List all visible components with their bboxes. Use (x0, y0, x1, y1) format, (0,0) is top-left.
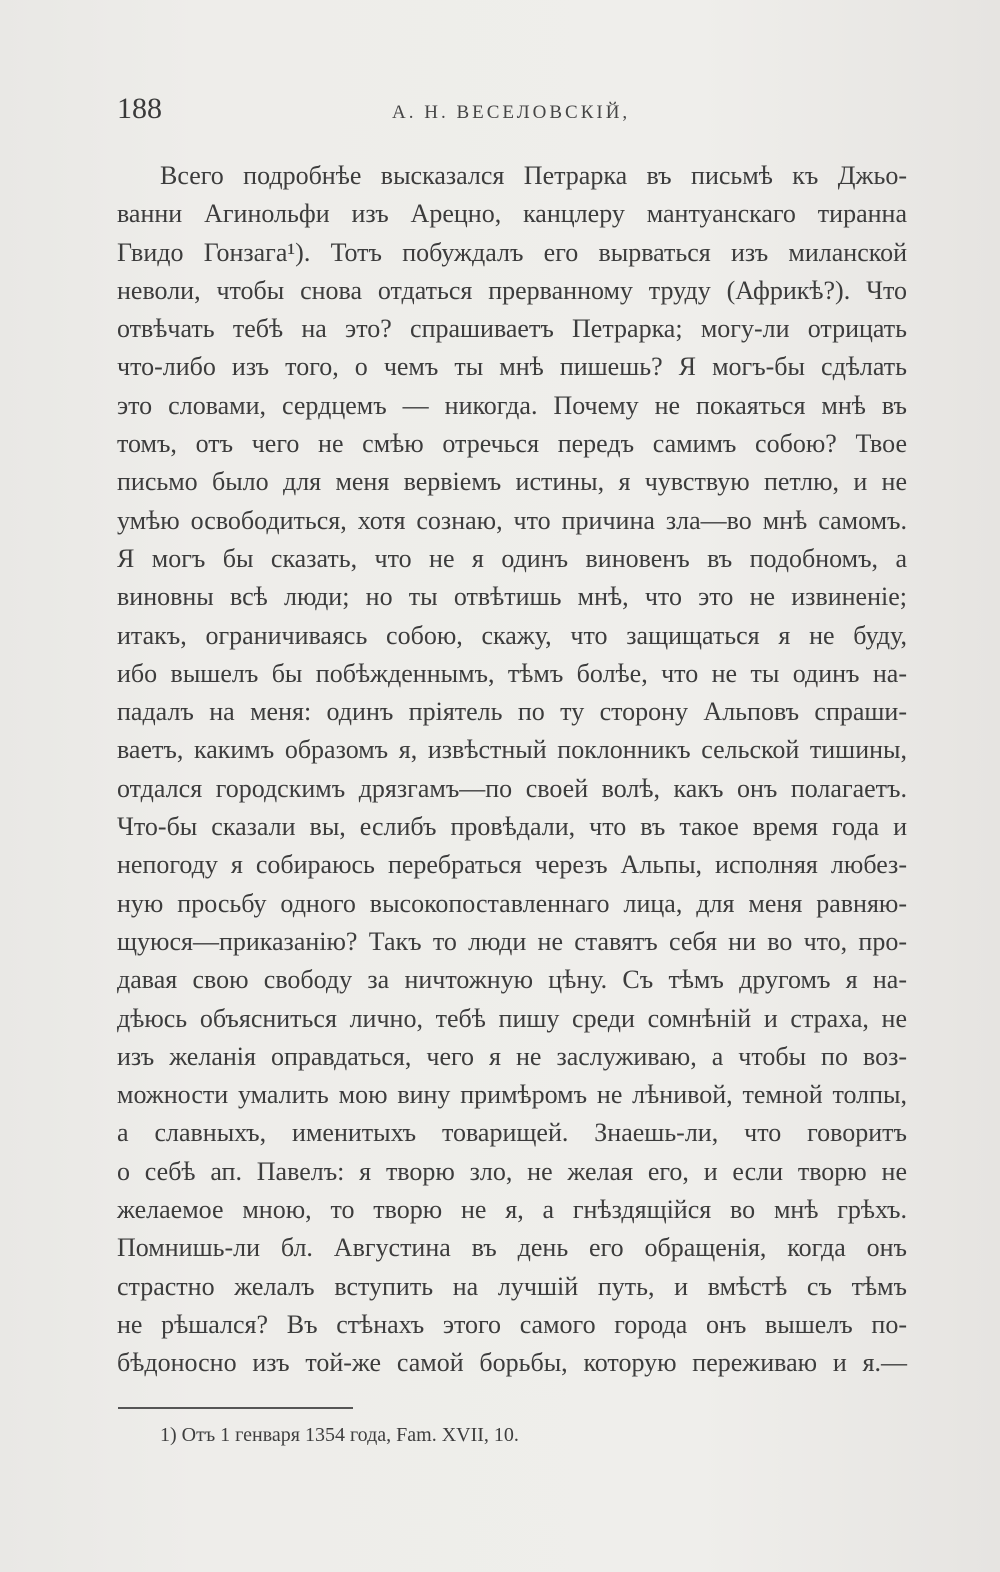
text-line: ибо вышелъ бы побѣжденнымъ, тѣмъ болѣе, что не ты одинъ на- (117, 658, 907, 688)
body-text (117, 157, 907, 1383)
page-number: 188 (117, 92, 162, 125)
text-line: изъ желанія оправдаться, чего я не заслуживаю, а чтобы по воз- (117, 1041, 907, 1071)
footnote: 1) Отъ 1 генваря 1354 года, Fam. XVII, 10. (160, 1424, 519, 1446)
text-line: отвѣчать тебѣ на это? спрашиваетъ Петрарка; могу-ли отрицать (117, 314, 907, 344)
text-line: не рѣшался? Въ стѣнахъ этого самого города онъ вышелъ по- (117, 1309, 907, 1339)
text-line: итакъ, ограничиваясь собою, скажу, что защищаться я не буду, (117, 620, 907, 650)
text-line: Гвидо Гонзага¹). Тотъ побуждалъ его вырваться изъ миланской (117, 237, 907, 267)
text-line: отдался городскимъ дрязгамъ—по своей волѣ, какъ онъ полагаетъ. (117, 773, 907, 803)
text-line: ную просьбу одного высокопоставленнаго лица, для меня равняю- (117, 888, 907, 918)
text-line: бѣдоносно изъ той-же самой борьбы, которую переживаю и я.— (117, 1348, 907, 1378)
text-line: Всего подробнѣе высказался Петрарка въ письмѣ къ Джьо- (160, 161, 907, 190)
text-line: Я могъ бы сказать, что не я одинъ виновенъ въ подобномъ, а (117, 543, 907, 573)
text-line: непогоду я собираюсь перебраться черезъ Альпы, исполняя любез- (117, 850, 907, 880)
text-line: давая свою свободу за ничтожную цѣну. Съ тѣмъ другомъ я на- (117, 965, 907, 995)
text-line: можности умалить мою вину примѣромъ не лѣнивой, темной толпы, (117, 1080, 907, 1110)
text-line: дѣюсь объясниться лично, тебѣ пишу среди сомнѣній и страха, не (117, 1003, 907, 1033)
text-line: щуюся—приказанію? Такъ то люди не ставятъ себя ни во что, про- (117, 926, 907, 956)
text-line: а славныхъ, именитыхъ товарищей. Знаешь-ли, что говоритъ (117, 1118, 907, 1148)
text-line: виновны всѣ люди; но ты отвѣтишь мнѣ, что это не извиненіе; (117, 582, 907, 612)
text-line: страстно желалъ вступить на лучшій путь, и вмѣстѣ съ тѣмъ (117, 1271, 907, 1301)
text-line: ваетъ, какимъ образомъ я, извѣстный поклонникъ сельской тишины, (117, 735, 907, 765)
text-line: желаемое мною, то творю не я, а гнѣздящійся во мнѣ грѣхъ. (117, 1195, 907, 1225)
text-line: ванни Агинольфи изъ Арецно, канцлеру мантуанскаго тиранна (117, 199, 907, 229)
footnote-divider (118, 1407, 353, 1409)
text-line: о себѣ ап. Павелъ: я творю зло, не желая его, и если творю не (117, 1156, 907, 1186)
text-line: неволи, чтобы снова отдаться прерванному труду (Африкѣ?). Что (117, 275, 907, 305)
text-line: это словами, сердцемъ — никогда. Почему не покаяться мнѣ въ (117, 390, 907, 420)
page-header (117, 92, 907, 132)
text-line: падалъ на меня: одинъ пріятель по ту сторону Альповъ спраши- (117, 697, 907, 727)
text-line: Помнишь-ли бл. Августина въ день его обращенія, когда онъ (117, 1233, 907, 1263)
text-line: Что-бы сказали вы, еслибъ провѣдали, что въ такое время года и (117, 812, 907, 842)
text-line: что-либо изъ того, о чемъ ты мнѣ пишешь? Я могъ-бы сдѣлать (117, 352, 907, 382)
text-line: письмо было для меня вервіемъ истины, я чувствую петлю, и не (117, 467, 907, 497)
text-line: томъ, отъ чего не смѣю отречься передъ самимъ собою? Твое (117, 429, 907, 459)
running-head: А. Н. ВЕСЕЛОВСКІЙ, (392, 102, 631, 123)
text-line: умѣю освободиться, хотя сознаю, что причина зла—во мнѣ самомъ. (117, 505, 907, 535)
